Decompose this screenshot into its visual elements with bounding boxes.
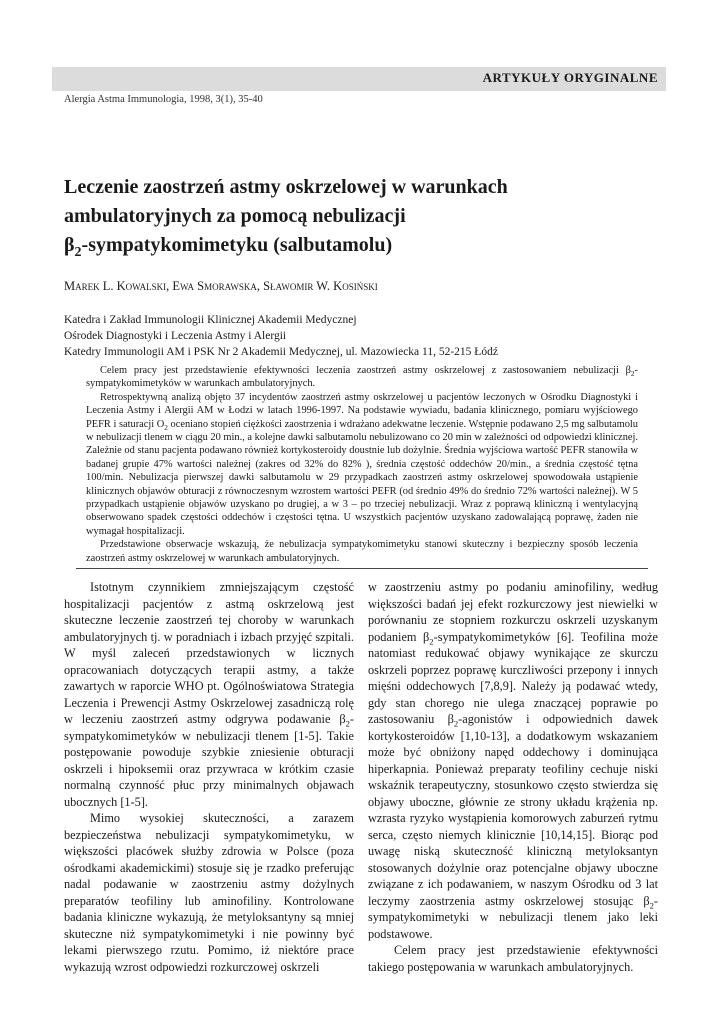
body-paragraph — [64, 579, 354, 810]
text-run: -sympatykomimetyków [6]. Teofilina może natomiast redukować objawy wynikające ze skurczu oskrzeli poprzez poprawę kurczliwości przepony i innych mięśni oddechowych [7,8,9]. Należy ją podawać wtedy, gdy stan chorego nie ulega znaczącej poprawie po zastosowaniu β — [368, 629, 659, 726]
title-line-3-rest: -sympatykomimetyku (salbutamolu) — [81, 234, 393, 256]
body-column-right — [368, 579, 658, 975]
abstract-paragraph: Przedstawione obserwacje wskazują, że nebulizacja sympatykomimetyku stanowi skuteczny i bezpieczny sposób leczenia zaostrzeń astmy oskrzelowej w warunkach ambulatoryjnych. — [86, 539, 638, 564]
text-run: w zaostrzeniu astmy po podaniu aminofiliny, według większości badań jej efekt rozkurczowy jest niewielki w porównaniu ze stopniem rozkurczu oskrzeli uzyskanym podaniem β — [368, 580, 658, 644]
abstract-paragraph — [86, 364, 638, 391]
text-run: Retrospektywną analizą objęto 37 incydentów zaostrzeń astmy oskrzelowej u pacjentów leczonych w Ośrodku Diagnostyki i Leczenia Astmy i Alergii AM w Łodzi w latach 1996-1997. Na podstawie wywiadu, badania klinicznego, pomiaru wyjściowego PEFR i saturacji O — [86, 391, 638, 430]
body-paragraph: Celem pracy jest przedstawienie efektywności takiego postępowania w warunkach ambulatoryjnych. — [368, 943, 658, 974]
text-run: -agonistów i odpowiednich dawek kortykosteroidów [1,10-13], a dodatkowym wskazaniem może być obniżony napęd oddechowy i dominująca hiperkapnia. Ponieważ preparaty teofiliny cechuje niski wskaźnik terapeutyczny, stosunkowo często stwierdza się objawy uboczne, głównie ze strony układu krążenia np. wzrasta ryzyko wystąpienia komorowych zaburzeń rytmu serca, często niemych klinicznie [10,14,15]. Biorąc pod uwagę niską skuteczność kliniczną metyloksantyn stosowanych dożylnie oraz potencjalne objawy uboczne związane z ich podawaniem, w naszym Ośrodku od 3 lat leczymy zaostrzenia astmy oskrzelowej stosując β — [368, 712, 659, 908]
authors: Marek L. Kowalski, Ewa Smorawska, Sławomir W. Kosiński — [64, 279, 378, 293]
affiliation-line: Katedry Immunologii AM i PSK Nr 2 Akademii Medycznej, ul. Mazowiecka 11, 52-215 Łódź — [64, 346, 498, 358]
section-label: ARTYKUŁY ORYGINALNE — [482, 70, 658, 85]
section-header-bar — [52, 67, 666, 91]
subscript: 2 — [74, 245, 82, 260]
text-run: oceniano stopień ciężkości zaostrzenia i wdrażano adekwatne leczenie. Wstępnie podawano 2,5 mg salbutamolu w nebulizacji tlenem w ciągu 20 min., a kolejne dawki salbutamolu nebulizowano co 20 min w zależności od odpowiedzi klinicznej. Zależnie od stanu pacjenta podawano również kortykosteroidy doustnie lub dożylnie. Średnia wyjściowa wartość PEFR stanowiła w badanej grupie 47% wartości należnej (zakres od 32% do 82% ), średnia częstość oddechów 20/min., a średnia częstość tętna 100/min. Nebulizacja pierwszej dawki salbutamolu w 29 przypadkach zaostrzeń astmy oskrzelowej spowodowała ustąpienie klinicznych objawów obturacji z równoczesnym wzrostem wartości PEFR (od średnio 49% do średnio 72% wartości należnej). W 5 przypadkach ustąpienie objawów uzyskano po drugiej, a w 3 – po trzeciej nebulizacji. Wraz z poprawą kliniczną i wentylacyjną obserwowano spadek częstości oddechów i częstości tętna. U wszystkich pacjentów uzyskano zadowalającą poprawę, żaden nie wymagał hospitalizacji. — [86, 418, 638, 537]
divider — [76, 568, 648, 569]
article-title — [64, 173, 664, 260]
journal-reference: Alergia Astma Immunologia, 1998, 3(1), 35-40 — [64, 94, 263, 105]
text-run: -sympatykomimetyków w warunkach ambulatoryjnych. — [86, 365, 638, 390]
affiliations — [64, 312, 498, 360]
subscript: 2 — [164, 423, 168, 432]
body-paragraph — [368, 579, 658, 942]
text-run: Istotnym czynnikiem zmniejszającym częstość hospitalizacji pacjentów z astmą oskrzelową jest skuteczne leczenie zaostrzeń tej choroby w warunkach ambulatoryjnych tj. w poradniach i izbach przyjęć szpitali. W myśl zaleceń przedstawionych w licznych opracowaniach dotyczących terapii astmy, a także zawartych w raporcie WHO pt. Ogólnoświatowa Strategia Leczenia i Prewencji Astmy Oskrzelowej zasadniczą rolę w leczeniu zaostrzeń astmy odgrywa podawanie β — [64, 580, 354, 726]
subscript: 2 — [345, 718, 350, 729]
abstract — [86, 364, 638, 565]
subscript: 2 — [649, 899, 654, 910]
text-run: -sympatykomimetyki w nebulizacji tlenem jako leki podstawowe. — [368, 893, 658, 941]
affiliation-line: Ośrodek Diagnostyki i Leczenia Astmy i Alergii — [64, 330, 287, 342]
title-line-1: Leczenie zaostrzeń astmy oskrzelowej w warunkach — [64, 176, 508, 198]
title-line-2: ambulatoryjnych za pomocą nebulizacji — [64, 205, 406, 227]
body-column-left — [64, 579, 354, 975]
title-line-3 — [64, 231, 664, 260]
abstract-paragraph — [86, 391, 638, 538]
text-run: - sympatykomimetyków w nebulizacji tlenem [1-5]. Takie postępowanie powoduje szybkie zniesienie obturacji oskrzeli i hipoksemii oraz przywraca w krótkim czasie normalną czynność płuc przy minimalnych objawach ubocznych [1-5]. — [64, 712, 354, 809]
text-run: Celem pracy jest przedstawienie efektywności leczenia zaostrzeń astmy oskrzelowej z zastosowaniem nebulizacji β — [100, 365, 631, 376]
beta-symbol: β — [64, 234, 75, 256]
subscript: 2 — [453, 718, 459, 729]
body-paragraph: Mimo wysokiej skuteczności, a zarazem bezpieczeństwa nebulizacji sympatykomimetyku, w większości placówek służby zdrowia w Polsce (poza ośrodkami akademickimi) stosuje się je rzadko preferując nadal podawanie w zaostrzeniu astmy dożylnych preparatów teofiliny lub aminofiliny. Kontrolowane badania kliniczne wykazują, że metyloksantyny są mniej skuteczne niż sympatykomimetyki i nie powinny być lekami pierwszego rzutu. Pomimo, iż niektóre prace wykazują wzrost odpowiedzi rozkurczowej oskrzeli — [64, 811, 354, 974]
affiliation-line: Katedra i Zakład Immunologii Klinicznej Akademii Medycznej — [64, 314, 357, 326]
subscript: 2 — [630, 370, 635, 379]
subscript: 2 — [429, 635, 434, 646]
